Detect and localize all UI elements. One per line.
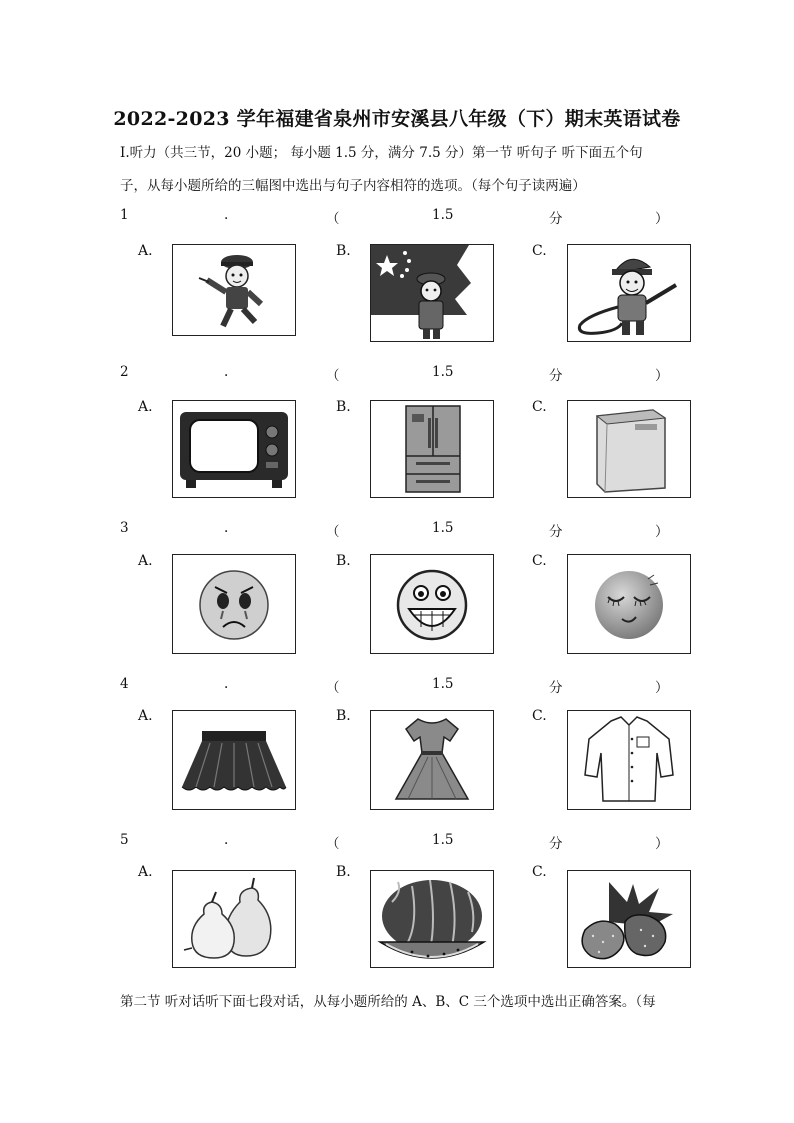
television-icon — [174, 404, 294, 494]
question-score: 1.5 — [432, 207, 454, 223]
option-c-label: C. — [532, 708, 547, 724]
dress-icon — [372, 713, 492, 807]
option-b-label: B. — [336, 553, 351, 569]
question-score: 1.5 — [432, 364, 454, 380]
right-paren: ） — [655, 211, 669, 227]
pears-icon — [174, 872, 294, 966]
option-b-label: B. — [336, 708, 351, 724]
shirt-icon — [569, 713, 689, 807]
option-a-image[interactable] — [172, 870, 296, 968]
watermelon-icon — [372, 872, 492, 966]
question-number: 4 — [120, 676, 129, 692]
question-score: 1.5 — [432, 520, 454, 536]
police-officer-icon — [179, 248, 289, 332]
option-b-image[interactable] — [370, 400, 494, 498]
left-paren: （ — [326, 680, 340, 696]
question-number: 1 — [120, 207, 129, 223]
option-b-label: B. — [336, 243, 351, 259]
answer-blank-dot: . — [224, 207, 229, 223]
left-paren: （ — [326, 524, 340, 540]
option-a-image[interactable] — [172, 554, 296, 654]
shy-face-icon — [574, 557, 684, 651]
option-b-image[interactable] — [370, 554, 494, 654]
option-a-image[interactable] — [172, 244, 296, 336]
answer-blank-dot: . — [224, 832, 229, 848]
question-5-line — [0, 832, 794, 852]
question-number: 3 — [120, 520, 129, 536]
instructions-line-2: 子，从每小题所给的三幅图中选出与句子内容相符的选项。（每个句子读两遍） — [120, 178, 586, 194]
left-paren: （ — [326, 368, 340, 384]
right-paren: ） — [655, 680, 669, 696]
score-unit: 分 — [549, 211, 563, 227]
option-c-image[interactable] — [567, 870, 691, 968]
option-c-label: C. — [532, 864, 547, 880]
answer-blank-dot: . — [224, 676, 229, 692]
question-4-line — [0, 676, 794, 696]
score-unit: 分 — [549, 368, 563, 384]
right-paren: ） — [655, 368, 669, 384]
score-unit: 分 — [549, 836, 563, 852]
option-a-label: A. — [138, 553, 153, 569]
option-c-label: C. — [532, 553, 547, 569]
question-score: 1.5 — [432, 832, 454, 848]
washing-machine-icon — [569, 402, 689, 496]
option-b-image[interactable] — [370, 870, 494, 968]
sad-face-icon — [179, 557, 289, 651]
option-a-label: A. — [138, 399, 153, 415]
option-c-label: C. — [532, 399, 547, 415]
page-title: 2022-2023 学年福建省泉州市安溪县八年级（下）期末英语试卷 — [113, 108, 681, 130]
option-c-image[interactable] — [567, 244, 691, 342]
answer-blank-dot: . — [224, 520, 229, 536]
option-c-image[interactable] — [567, 554, 691, 654]
refrigerator-icon — [372, 402, 492, 496]
instructions-line-1: Ⅰ.听力（共三节，20 小题； 每小题 1.5 分，满分 7.5 分）第一节 听句子 听下面五个句 — [120, 145, 643, 161]
option-b-image[interactable] — [370, 710, 494, 810]
option-a-label: A. — [138, 864, 153, 880]
question-score: 1.5 — [432, 676, 454, 692]
section-2-instructions: 第二节 听对话听下面七段对话，从每小题所给的 A、B、C 三个选项中选出正确答案。（每 — [120, 994, 656, 1010]
option-b-image[interactable] — [370, 244, 494, 342]
question-2-line — [0, 364, 794, 384]
option-a-image[interactable] — [172, 710, 296, 810]
question-3-line — [0, 520, 794, 540]
score-unit: 分 — [549, 680, 563, 696]
strawberries-icon — [569, 872, 689, 966]
firefighter-icon — [568, 245, 690, 341]
option-a-image[interactable] — [172, 400, 296, 498]
question-number: 2 — [120, 364, 129, 380]
option-b-label: B. — [336, 399, 351, 415]
option-a-label: A. — [138, 708, 153, 724]
left-paren: （ — [326, 211, 340, 227]
happy-face-icon — [377, 557, 487, 651]
option-b-label: B. — [336, 864, 351, 880]
option-c-label: C. — [532, 243, 547, 259]
option-a-label: A. — [138, 243, 153, 259]
soldier-with-flag-icon — [371, 245, 493, 341]
question-1-line — [0, 207, 794, 227]
question-number: 5 — [120, 832, 129, 848]
skirt-icon — [174, 715, 294, 805]
right-paren: ） — [655, 836, 669, 852]
answer-blank-dot: . — [224, 364, 229, 380]
option-c-image[interactable] — [567, 710, 691, 810]
option-c-image[interactable] — [567, 400, 691, 498]
left-paren: （ — [326, 836, 340, 852]
score-unit: 分 — [549, 524, 563, 540]
right-paren: ） — [655, 524, 669, 540]
